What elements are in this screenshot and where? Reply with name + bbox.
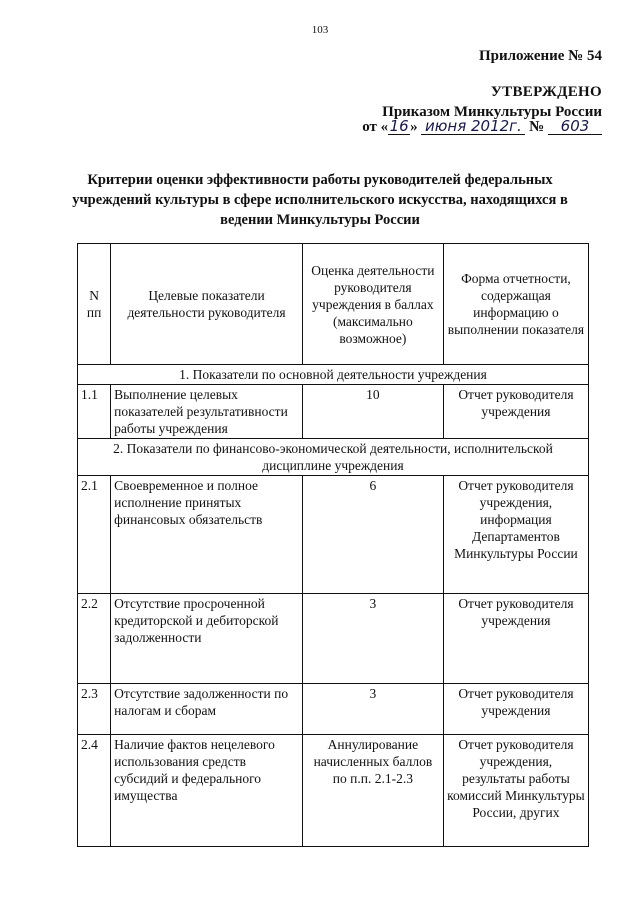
row-num: 2.1 xyxy=(78,476,111,594)
table-row xyxy=(78,476,589,594)
row-num: 2.3 xyxy=(78,684,111,735)
date-prefix: от « xyxy=(362,119,389,135)
row-score: 6 xyxy=(302,476,443,594)
order-date-line xyxy=(362,118,602,136)
approved-stamp-text: УТВЕРЖДЕНО xyxy=(490,84,602,100)
section-1-title: 1. Показатели по основной деятельности учреждения xyxy=(78,365,589,385)
header-num: N пп xyxy=(78,244,111,365)
header-indicator: Целевые показатели деятельности руководителя xyxy=(111,244,303,365)
section-row xyxy=(78,365,589,385)
row-score: 3 xyxy=(302,594,443,684)
document-title: Критерии оценки эффективности работы руководителей федеральных учреждений культуры в сфере исполнительского искусства, находящихся в ведении Минкультуры России xyxy=(72,172,568,228)
row-num: 2.4 xyxy=(78,735,111,847)
table-row xyxy=(78,735,589,847)
row-indicator: Отсутствие задолженности по налогам и сборам xyxy=(111,684,303,735)
handwritten-order-number: 603 xyxy=(548,118,602,135)
table-row xyxy=(78,594,589,684)
header-form: Форма отчетности, содержащая информацию о выполнении показателя xyxy=(443,244,588,365)
row-score: Аннулирование начисленных баллов по п.п. 2.1-2.3 xyxy=(302,735,443,847)
page-number: 103 xyxy=(311,24,329,36)
order-line: Приказом Минкультуры России xyxy=(382,104,602,120)
number-label: № xyxy=(529,119,545,135)
criteria-table xyxy=(77,243,589,847)
handwritten-day: 16 xyxy=(389,117,409,135)
date-mid: » xyxy=(410,119,418,135)
table-row xyxy=(78,385,589,439)
row-form: Отчет руководителя учреждения, результаты работы комиссий Минкультуры России, других xyxy=(443,735,588,847)
row-num: 2.2 xyxy=(78,594,111,684)
row-indicator: Своевременное и полное исполнение принятых финансовых обязательств xyxy=(111,476,303,594)
row-score: 3 xyxy=(302,684,443,735)
table-header-row xyxy=(78,244,589,365)
row-form: Отчет руководителя учреждения xyxy=(443,594,588,684)
header-score: Оценка деятельности руководителя учреждения в баллах (максимально возможное) xyxy=(302,244,443,365)
row-num: 1.1 xyxy=(78,385,111,439)
row-indicator: Наличие фактов нецелевого использования средств субсидий и федерального имущества xyxy=(111,735,303,847)
row-indicator: Выполнение целевых показателей результативности работы учреждения xyxy=(111,385,303,439)
row-score: 10 xyxy=(302,385,443,439)
table-row xyxy=(78,684,589,735)
handwritten-month-year: июня 2012г. xyxy=(421,118,525,135)
row-form: Отчет руководителя учреждения, информация Департаментов Минкультуры России xyxy=(443,476,588,594)
row-form: Отчет руководителя учреждения xyxy=(443,385,588,439)
appendix-label: Приложение № 54 xyxy=(478,48,602,64)
row-indicator: Отсутствие просроченной кредиторской и дебиторской задолженности xyxy=(111,594,303,684)
section-row xyxy=(78,439,589,476)
row-form: Отчет руководителя учреждения xyxy=(443,684,588,735)
section-2-title: 2. Показатели по финансово-экономической деятельности, исполнительской дисциплине учреждения xyxy=(78,439,589,476)
